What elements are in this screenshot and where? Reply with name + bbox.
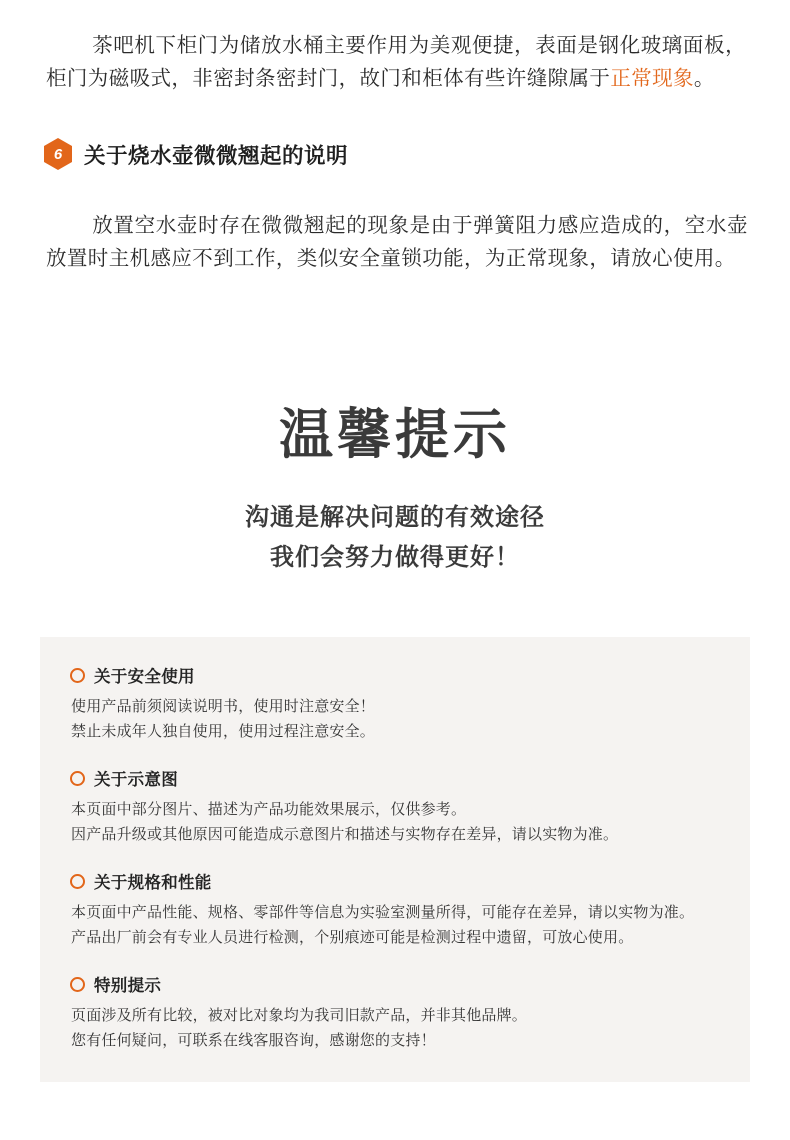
note-line: 页面涉及所有比较，被对比对象均为我司旧款产品，并非其他品牌。 <box>71 1007 528 1024</box>
note-title: 特别提示 <box>94 977 162 995</box>
note-block <box>70 869 720 950</box>
note-block <box>70 663 720 744</box>
ring-icon <box>70 977 85 992</box>
note-line: 禁止未成年人独自使用，使用过程注意安全。 <box>71 723 376 740</box>
note-header <box>70 972 720 996</box>
banner-subtitle <box>0 498 790 578</box>
note-line: 本页面中部分图片、描述为产品功能效果展示，仅供参考。 <box>71 801 467 818</box>
note-line: 您有任何疑问，可联系在线客服咨询，感谢您的支持！ <box>71 1032 436 1049</box>
intro-paragraph-highlight: 正常现象 <box>610 66 694 90</box>
banner-subtitle-line-2: 我们会努力做得更好！ <box>270 544 520 571</box>
intro-paragraph-lead: 茶吧机下柜门为储放水桶主要作用为美观便捷，表面是钢化玻璃面板，柜门为磁吸式，非密封条密封门，故门和柜体有些许缝隙属于 <box>46 33 746 90</box>
note-header <box>70 663 720 687</box>
note-block <box>70 972 720 1053</box>
notes-card <box>40 637 750 1082</box>
note-block <box>70 766 720 847</box>
note-header <box>70 869 720 893</box>
note-title: 关于安全使用 <box>94 668 195 686</box>
section-paragraph-text: 放置空水壶时存在微微翘起的现象是由于弹簧阻力感应造成的，空水壶放置时主机感应不到工作，类似安全童锁功能，为正常现象，请放心使用。 <box>46 213 748 270</box>
section-heading <box>44 138 348 170</box>
note-line: 产品出厂前会有专业人员进行检测，个别痕迹可能是检测过程中遗留，可放心使用。 <box>71 929 634 946</box>
note-line: 因产品升级或其他原因可能造成示意图片和描述与实物存在差异，请以实物为准。 <box>71 826 619 843</box>
note-title: 关于示意图 <box>94 771 178 789</box>
banner-title: 温馨提示 <box>279 405 511 465</box>
banner-subtitle-line-1: 沟通是解决问题的有效途径 <box>245 504 545 531</box>
hexagon-number-badge <box>44 138 72 170</box>
ring-icon <box>70 874 85 889</box>
intro-paragraph-tail: 。 <box>693 66 715 90</box>
section-number: 6 <box>53 145 63 163</box>
note-line: 本页面中产品性能、规格、零部件等信息为实验室测量所得，可能存在差异，请以实物为准。 <box>71 904 695 921</box>
intro-paragraph <box>46 29 746 95</box>
note-line: 使用产品前须阅读说明书，使用时注意安全！ <box>71 698 376 715</box>
note-header <box>70 766 720 790</box>
ring-icon <box>70 668 85 683</box>
note-title: 关于规格和性能 <box>94 874 212 892</box>
section-paragraph <box>46 209 748 275</box>
section-title: 关于烧水壶微微翘起的说明 <box>84 143 349 168</box>
ring-icon <box>70 771 85 786</box>
